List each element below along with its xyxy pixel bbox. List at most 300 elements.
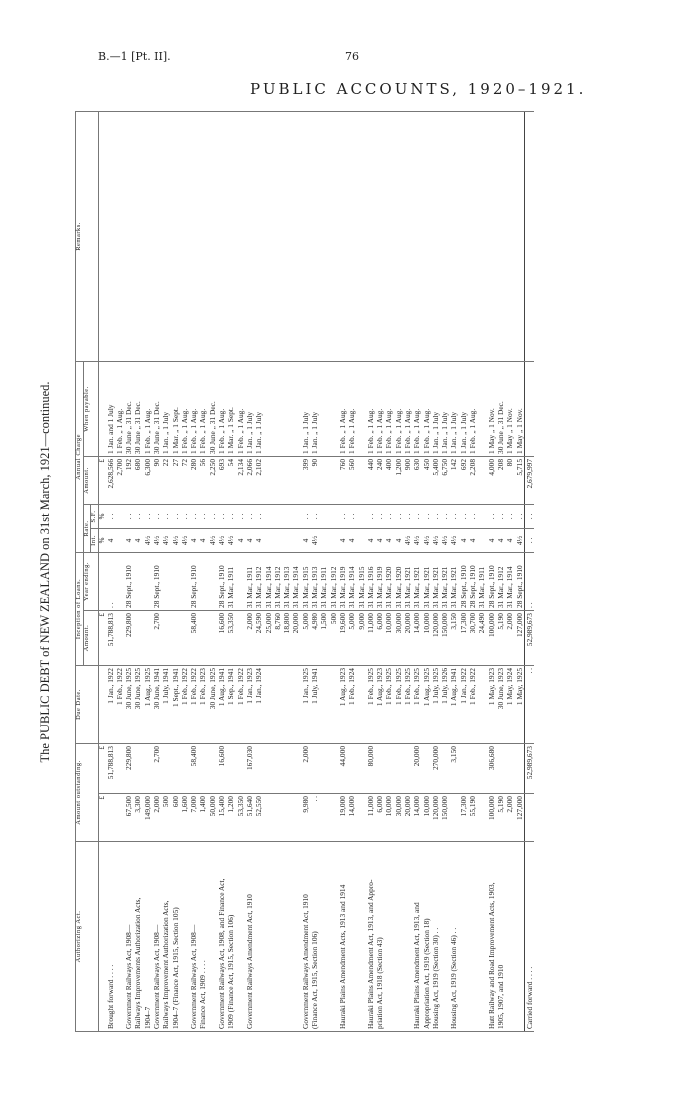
cell-ann (449, 456, 458, 504)
cell-line: 10,000 (421, 612, 431, 634)
col-int: Int. (91, 528, 99, 552)
cell-line: 2,102 (254, 458, 264, 476)
cell-line: 31 Mar., 1914 (291, 566, 301, 608)
cell-line: 127,000 (514, 796, 524, 821)
cell-line: 1 Mar. „ 1 Sept. (170, 407, 180, 454)
cell-line: . . (430, 513, 440, 520)
cell-ye (524, 552, 534, 610)
cell-remarks (412, 111, 431, 361)
cell-line: 28 Sept., 1910 (468, 565, 478, 608)
cell-pay (449, 361, 458, 456)
cell-int (524, 528, 534, 552)
cell-out (338, 794, 366, 842)
cell-line: 760 (337, 458, 347, 471)
cell-remarks (301, 111, 338, 361)
cell-outtot (217, 743, 245, 793)
cell-line: 450 (421, 458, 431, 471)
cell-line: 1 Jan. „ 1 July (244, 411, 254, 454)
cell-remarks (338, 111, 366, 361)
cell-line: 4½ (207, 535, 217, 546)
cell-ann (412, 456, 431, 504)
cell-line: 5,400 (430, 458, 440, 476)
cell-line: . . (505, 513, 515, 520)
cell-line: 4 (486, 538, 496, 543)
cell-outtot (106, 743, 125, 793)
cell-line: 28 Sept., 1910 (486, 565, 496, 608)
cell-due (524, 665, 534, 743)
cell-line: 2,066 (244, 458, 254, 476)
cell-line: 229,800 (124, 612, 134, 638)
ledger-row (412, 111, 431, 1031)
cell-pay (245, 361, 301, 456)
cell-int (152, 528, 189, 552)
cell-amt (459, 610, 487, 665)
cell-line: 500 (161, 796, 171, 808)
cell-line: 1 Feb. „ 1 Aug. (189, 408, 199, 454)
cell-line: 1 Feb., 1925 (393, 667, 403, 705)
cell-out (301, 794, 338, 842)
cell-ye (217, 552, 245, 610)
cell-line: 4½ (226, 535, 236, 546)
cell-out (487, 794, 525, 842)
cell-sf (152, 504, 189, 528)
cell-line: 1 May, 1925 (514, 667, 524, 706)
cell-line: 1 Aug., 1925 (142, 667, 152, 707)
cell-line: 25,000 (263, 612, 273, 634)
cell-line: 1 May „ 1 Nov. (505, 408, 515, 454)
cell-line: 1 Mar. „ 1 Sept. (226, 407, 236, 454)
cell-line: 1 July, 1925 (430, 667, 440, 704)
cell-line: 208 (495, 458, 505, 471)
cell-out (106, 794, 125, 842)
cell-ye (412, 552, 431, 610)
cell-line: . . (375, 513, 385, 520)
cell-line: 229,800 (124, 745, 134, 771)
cell-line: 1 Feb. „ 1 Aug. (421, 408, 431, 454)
cell-line: 31 Mar., 1914 (263, 566, 273, 608)
unit-row (98, 111, 106, 1031)
cell-outtot (412, 743, 431, 793)
page-number: 76 (345, 50, 359, 63)
cell-line: 2,628,566 (105, 458, 115, 489)
col-outstanding: Amount outstanding. (76, 743, 99, 841)
cell-line: 30,700 (468, 612, 478, 634)
cell-remarks (189, 111, 217, 361)
cell-line: Railways Improvement Authorization Acts, (161, 900, 171, 1029)
cell-line: . . (393, 513, 403, 520)
cell-line: 31 Mar., 1919 (375, 566, 385, 608)
cell-line: 30 June, 1925 (207, 667, 217, 710)
col-inc-amount: Amount. (83, 610, 98, 665)
col-act: Authorizing Act. (76, 842, 99, 1032)
cell-act (106, 842, 125, 1032)
cell-line: 4 (375, 538, 385, 543)
cell-line: Government Railways Amendment Act, 1910 (244, 894, 254, 1029)
cell-int (301, 528, 338, 552)
cell-line: 1,600 (179, 796, 189, 813)
cell-line: 4 (347, 538, 357, 543)
cell-line: Government Railways Act, 1908— (124, 924, 134, 1029)
cell-amt (449, 610, 458, 665)
col-year-ending: Year ending. (83, 552, 98, 610)
pound-sign: £ (98, 610, 106, 665)
cell-line: 6,000 (375, 612, 385, 630)
cell-amt (301, 610, 338, 665)
cell-int (412, 528, 431, 552)
cell-int (487, 528, 525, 552)
cell-out (366, 794, 412, 842)
cell-line: 127,000 (514, 612, 524, 638)
cell-line: . . (235, 513, 245, 520)
cell-line: Housing Act, 1919 (Section 30) . . (430, 927, 440, 1029)
cell-out (524, 794, 534, 842)
cell-line: 55,190 (468, 796, 478, 817)
cell-line: 4 (254, 538, 264, 543)
cell-line: 31 Mar., 1921 (412, 566, 422, 608)
cell-line: . . (524, 602, 534, 608)
cell-line: 1 Feb. „ 1 Aug. (217, 408, 227, 454)
cell-line: . . (170, 513, 180, 520)
cell-line: 28 Sept., 1910 (189, 565, 199, 608)
cell-line: 30 June, 1923 (495, 667, 505, 710)
cell-line: 4 (468, 538, 478, 543)
cell-line: 31 Mar., 1920 (393, 566, 403, 608)
cell-line: . . (226, 513, 236, 520)
cell-line: 11,000 (365, 796, 375, 817)
cell-line: 7,000 (189, 796, 199, 813)
cell-line: 51,788,813 (105, 745, 115, 780)
cell-line: 1 Jan. „ 1 July (458, 411, 468, 454)
cell-line: . . (189, 513, 199, 520)
cell-pay (524, 361, 534, 456)
cell-line: 1 Feb., 1922 (179, 667, 189, 705)
cell-sf (449, 504, 458, 528)
cell-due (245, 665, 301, 743)
cell-out (217, 794, 245, 842)
cell-sf (189, 504, 217, 528)
cell-outtot (487, 743, 525, 793)
cell-line: 4½ (151, 535, 161, 546)
cell-line: 1 Jan. „ 1 July (254, 411, 264, 454)
cell-line: 10,000 (384, 796, 394, 817)
cell-line: 51,788,813 (105, 612, 115, 647)
cell-line: Government Railways Amendment Act, 1910 (300, 894, 310, 1029)
cell-line: 1 Feb., 1925 (384, 667, 394, 705)
cell-line: 1 Feb. „ 1 Aug. (468, 408, 478, 454)
cell-line: 280 (189, 458, 199, 471)
cell-line: 142 (449, 458, 459, 471)
cell-remarks (524, 111, 534, 361)
cell-line: 1,400 (198, 796, 208, 813)
cell-line: 2,700 (151, 612, 161, 630)
cell-line: 4 (124, 538, 134, 543)
cell-act (431, 842, 450, 1032)
cell-out (449, 794, 458, 842)
cell-line: 120,000 (430, 612, 440, 638)
cell-act (189, 842, 217, 1032)
cell-line: 4 (189, 538, 199, 543)
cell-sf (106, 504, 125, 528)
cell-line: . . (486, 513, 496, 520)
cell-pay (106, 361, 125, 456)
cell-line: 31 Mar., 1913 (282, 566, 292, 608)
cell-line: 1 Aug., 1941 (217, 667, 227, 707)
cell-line: 1 Feb. „ 1 Aug. (142, 408, 152, 454)
cell-ann (124, 456, 152, 504)
cell-line: 52,989,673 (524, 612, 534, 647)
ledger-row (338, 111, 366, 1031)
cell-line: 28 Sept., 1910 (151, 565, 161, 608)
percent-sign: % (98, 504, 106, 528)
page-reference: B.—1 [Pt. II]. (98, 50, 171, 63)
col-ann-amount: Amount. (83, 456, 98, 504)
cell-line: Hauraki Plains Amendment Act, 1913, and (412, 902, 422, 1029)
cell-line: Railways Improvements Authorization Acts, (133, 897, 143, 1029)
cell-line: 600 (170, 796, 180, 808)
cell-int (124, 528, 152, 552)
col-annual: Annual Charge (76, 361, 84, 552)
cell-line: 693 (217, 458, 227, 471)
cell-line: 31 Mar., 1913 (310, 566, 320, 608)
cell-ye (366, 552, 412, 610)
cell-line: 192 (124, 458, 134, 471)
cell-pay (459, 361, 487, 456)
cell-line: 1 Jan. „ 1 July (430, 411, 440, 454)
cell-line: 149,000 (142, 796, 152, 821)
cell-line: 31 Mar., 1912 (328, 566, 338, 608)
cell-line: 24,590 (254, 612, 264, 634)
cell-line: 5,190 (495, 612, 505, 630)
cell-outtot (152, 743, 189, 793)
cell-line (525, 364, 534, 454)
cell-out (459, 794, 487, 842)
cell-line: 680 (133, 458, 143, 471)
cell-amt (217, 610, 245, 665)
pound-sign: £ (98, 456, 106, 504)
cell-line: 1 Aug., 1923 (337, 667, 347, 707)
cell-outtot (338, 743, 366, 793)
cell-act (366, 842, 412, 1032)
ledger-row (245, 111, 301, 1031)
cell-line: . . (244, 513, 254, 520)
cell-line: 52,989,673 (524, 745, 534, 780)
cell-line: 30,000 (393, 796, 403, 817)
cell-line: 72 (179, 458, 189, 467)
cell-act (524, 842, 534, 1032)
cell-line: 1 Jan. „ 1 July (300, 411, 310, 454)
cell-line: 4 (198, 538, 208, 543)
cell-line: 30 June „ 31 Dec. (151, 401, 161, 454)
cell-line: 31 Mar., 1912 (495, 566, 505, 608)
cell-line: . . (142, 513, 152, 520)
cell-amt (245, 610, 301, 665)
cell-line: 440 (365, 458, 375, 471)
cell-line: 4 (505, 538, 515, 543)
cell-line: . . (412, 513, 422, 520)
cell-line: . . (365, 513, 375, 520)
cell-line: 1 July, 1941 (161, 667, 171, 704)
percent-sign: % (98, 528, 106, 552)
cell-line: priation Act, 1918 (Section 43) (375, 937, 385, 1029)
cell-line: 30 June, 1925 (133, 667, 143, 710)
cell-sf (245, 504, 301, 528)
col-remarks: Remarks. (76, 111, 99, 361)
cell-act (449, 842, 458, 1032)
cell-line: . . (310, 796, 320, 802)
cell-out (431, 794, 450, 842)
cell-line: 1,200 (226, 796, 236, 813)
cell-line: 58,400 (189, 745, 199, 767)
cell-line (525, 796, 534, 839)
cell-line: 1904–7 (142, 1006, 152, 1029)
cell-line: 2,700 (114, 458, 124, 476)
cell-amt (412, 610, 431, 665)
cell-line: 1 Feb., 1922 (189, 667, 199, 705)
cell-line: 1 Jan., 1922 (458, 667, 468, 704)
cell-line: . . (133, 513, 143, 520)
cell-line: 58,400 (189, 612, 199, 634)
cell-line (459, 746, 468, 791)
pound-sign: £ (98, 794, 106, 842)
cell-line: (Finance Act, 1915, Section 106) (310, 931, 320, 1029)
ledger-row (152, 111, 189, 1031)
cell-act (217, 842, 245, 1032)
ledger-row (189, 111, 217, 1031)
cell-amt (366, 610, 412, 665)
cell-line: 100,000 (486, 796, 496, 821)
cell-line: 31 Mar., 1912 (254, 566, 264, 608)
cell-line: 30 June „ 31 Dec. (124, 401, 134, 454)
cell-line: 1 Feb., 1924 (347, 667, 357, 705)
cell-line: 17,300 (458, 612, 468, 634)
cell-line: 31 Mar., 1915 (356, 566, 366, 608)
cell-line: 1 Jan. and 1 July (105, 404, 115, 454)
cell-line: 30 June, 1925 (124, 667, 134, 710)
cell-pay (487, 361, 525, 456)
cell-due (449, 665, 458, 743)
cell-due (431, 665, 450, 743)
cell-amt (338, 610, 366, 665)
cell-line: 1,200 (393, 458, 403, 476)
cell-ye (189, 552, 217, 610)
cell-line: 1909 (Finance Act, 1915, Section 106) (226, 914, 236, 1029)
cell-line: 1 Feb., 1925 (403, 667, 412, 705)
cell-ann (487, 456, 525, 504)
cell-pay (217, 361, 245, 456)
cell-line: 30 June „ 31 Dec. (133, 401, 143, 454)
cell-line: Government Railways Act, 1908— (151, 924, 161, 1029)
cell-line: . . (254, 513, 264, 520)
cell-line: 1 Jan. „ 1 July (310, 411, 320, 454)
cell-line: 20,000 (412, 745, 422, 767)
cell-sf (301, 504, 338, 528)
cell-due (124, 665, 152, 743)
cell-line: 1 Jan., 1925 (300, 667, 310, 704)
cell-remarks (152, 111, 189, 361)
cell-line: 1 Jan. „ 1 July (440, 411, 450, 454)
cell-line: . . (468, 513, 478, 520)
cell-line: 31 Mar., 1914 (505, 566, 515, 608)
cell-remarks (487, 111, 525, 361)
cell-line: 4 (365, 538, 375, 543)
cell-line: 1 Aug., 1923 (375, 667, 385, 707)
cell-act (301, 842, 338, 1032)
cell-line: 1 Sept., 1941 (170, 667, 180, 707)
cell-line: 2,000 (505, 612, 515, 630)
cell-sf (217, 504, 245, 528)
cell-line: 1905, 1907, and 1910 (495, 964, 505, 1029)
cell-line: 1 Feb. „ 1 Aug. (235, 408, 245, 454)
cell-line: 20,000 (403, 796, 412, 817)
cell-line: 1 July, 1926 (440, 667, 450, 704)
cell-ann (431, 456, 450, 504)
cell-line: 31 Mar., 1915 (300, 566, 310, 608)
cell-line: 80,000 (365, 745, 375, 767)
cell-line: 900 (403, 458, 412, 471)
cell-line: 1 Feb. „ 1 Aug. (384, 408, 394, 454)
cell-pay (301, 361, 338, 456)
table-body (98, 111, 534, 1031)
cell-line: 31 Mar., 1920 (384, 566, 394, 608)
cell-int (338, 528, 366, 552)
cell-line: 67,500 (124, 796, 134, 817)
cell-line (106, 796, 115, 839)
cell-line: 4½ (449, 535, 459, 546)
cell-line: . . (524, 537, 534, 544)
cell-amt (524, 610, 534, 665)
cell-act (152, 842, 189, 1032)
cell-line: 240 (375, 458, 385, 471)
cell-line: 1 Sep., 1941 (226, 667, 236, 705)
cell-act (245, 842, 301, 1032)
cell-line: 2,000 (244, 612, 254, 630)
cell-due (106, 665, 125, 743)
cell-due (152, 665, 189, 743)
cell-line: . . (421, 513, 431, 520)
cell-line: . . (524, 667, 534, 674)
cell-line: Carried forward . . . . (524, 966, 534, 1029)
cell-line: 1 Jan., 1923 (244, 667, 254, 704)
cell-line: 14,000 (412, 796, 422, 817)
cell-line: 28 Sept., 1910 (458, 565, 468, 608)
cell-due (217, 665, 245, 743)
cell-line: 630 (412, 458, 422, 471)
cell-line: 19,000 (337, 796, 347, 817)
cell-ann (152, 456, 189, 504)
cell-line: . . (458, 513, 468, 520)
cell-line: Appropriation Act, 1919 (Section 18) (421, 918, 431, 1029)
cell-line: 400 (384, 458, 394, 471)
pound-sign: £ (98, 743, 106, 793)
cell-line: 1 Jan. „ 1 July (161, 411, 171, 454)
cell-line: 4 (393, 538, 403, 543)
cell-line: 4 (384, 538, 394, 543)
public-debt-table (75, 111, 534, 1032)
cell-line: 4 (133, 538, 143, 543)
cell-line: 1 July, 1941 (310, 667, 320, 704)
cell-line: 1904–7 (Finance Act, 1915, Section 105) (170, 907, 180, 1029)
cell-out (152, 794, 189, 842)
cell-line: 2,208 (468, 458, 478, 476)
cell-line: 4 (458, 538, 468, 543)
cell-line: 54 (226, 458, 236, 467)
cell-line: 30 June, 1941 (151, 667, 161, 710)
cell-line: 19,600 (337, 612, 347, 634)
cell-outtot (459, 743, 487, 793)
cell-outtot (124, 743, 152, 793)
cell-sf (338, 504, 366, 528)
col-payable: When payable. (83, 361, 98, 456)
